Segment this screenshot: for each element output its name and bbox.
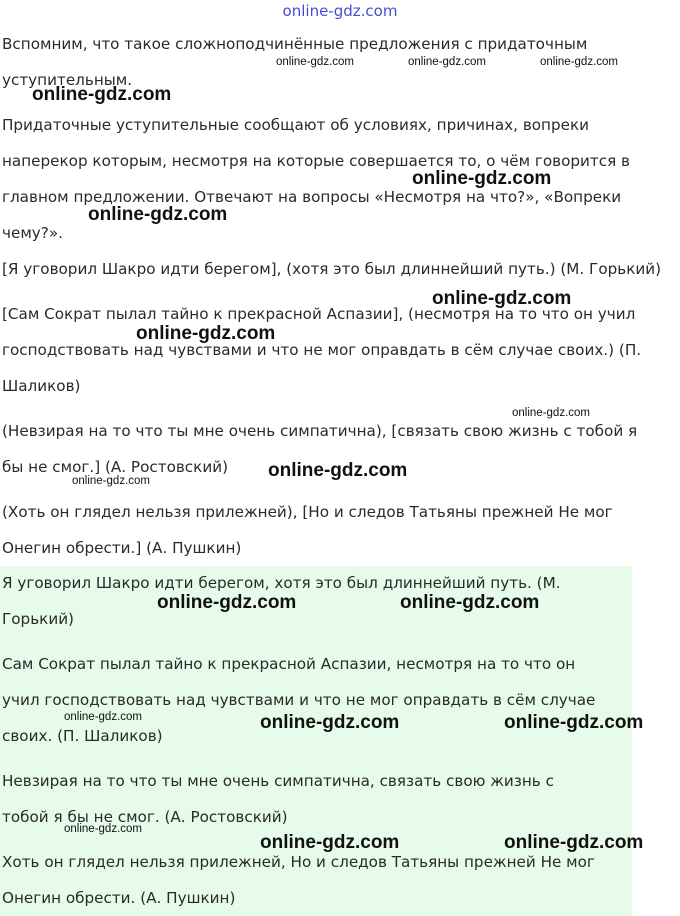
watermark: online-gdz.com [260,832,400,853]
watermark: online-gdz.com [72,475,150,487]
definition-line: главном предложении. Отвечают на вопросы «Несмотря на что?», «Вопреки [2,188,622,206]
watermark: online-gdz.com [512,407,590,419]
answer-line: Горький) [2,610,74,628]
watermark: online-gdz.com [540,56,618,68]
marked-example-line: Онегин обрести.] (А. Пушкин) [2,539,242,557]
marked-example-line: Шаликов) [2,377,81,395]
watermark: online-gdz.com [64,823,142,835]
answer-line: Онегин обрести. (А. Пушкин) [2,889,236,907]
watermark: online-gdz.com [32,84,172,105]
answer-line: Невзирая на то что ты мне очень симпатична, связать свою жизнь с [2,772,554,790]
marked-example-line: господствовать над чувствами и что не мог оправдать в сём случае своих.) (П. [2,341,642,359]
marked-example-line: [Я уговорил Шакро идти берегом], (хотя это был длиннейший путь.) (М. Горький) [2,260,662,278]
watermark: online-gdz.com [260,712,400,733]
definition-line: Придаточные уступительные сообщают об условиях, причинах, вопреки [2,116,590,134]
watermark: online-gdz.com [157,592,297,613]
marked-example-line: (Хоть он глядел нельзя прилежней), [Но и следов Татьяны прежней Не мог [2,503,613,521]
answer-line: учил господствовать над чувствами и что не мог оправдать в сём случае [2,691,596,709]
intro-line: уступительным. [2,71,133,89]
watermark: online-gdz.com [408,56,486,68]
answer-line: Я уговорил Шакро идти берегом, хотя это был длиннейший путь. (М. [2,574,561,592]
watermark: online-gdz.com [504,832,644,853]
site-header-mark: online-gdz.com [282,2,398,20]
marked-example-line: бы не смог.] (А. Ростовский) [2,458,228,476]
answer-line: тобой я бы не смог. (А. Ростовский) [2,808,288,826]
watermark: online-gdz.com [64,711,142,723]
watermark: online-gdz.com [400,592,540,613]
marked-example-line: [Сам Сократ пылал тайно к прекрасной Аспазии], (несмотря на то что он учил [2,305,636,323]
watermark: online-gdz.com [504,712,644,733]
watermark: online-gdz.com [136,323,276,344]
watermark: online-gdz.com [412,168,552,189]
definition-line: чему?». [2,224,63,242]
definition-line: наперекор которым, несмотря на которые совершается то, о чём говорится в [2,152,631,170]
watermark: online-gdz.com [276,56,354,68]
marked-example-line: (Невзирая на то что ты мне очень симпатична), [связать свою жизнь с тобой я [2,422,638,440]
watermark: online-gdz.com [432,288,572,309]
watermark: online-gdz.com [268,460,408,481]
answer-line: Хоть он глядел нельзя прилежней, Но и следов Татьяны прежней Не мог [2,853,595,871]
answer-line: Сам Сократ пылал тайно к прекрасной Аспазии, несмотря на то что он [2,655,576,673]
answer-line: своих. (П. Шаликов) [2,727,163,745]
intro-line: Вспомним, что такое сложноподчинённые предложения с придаточным [2,35,588,53]
watermark: online-gdz.com [88,204,228,225]
